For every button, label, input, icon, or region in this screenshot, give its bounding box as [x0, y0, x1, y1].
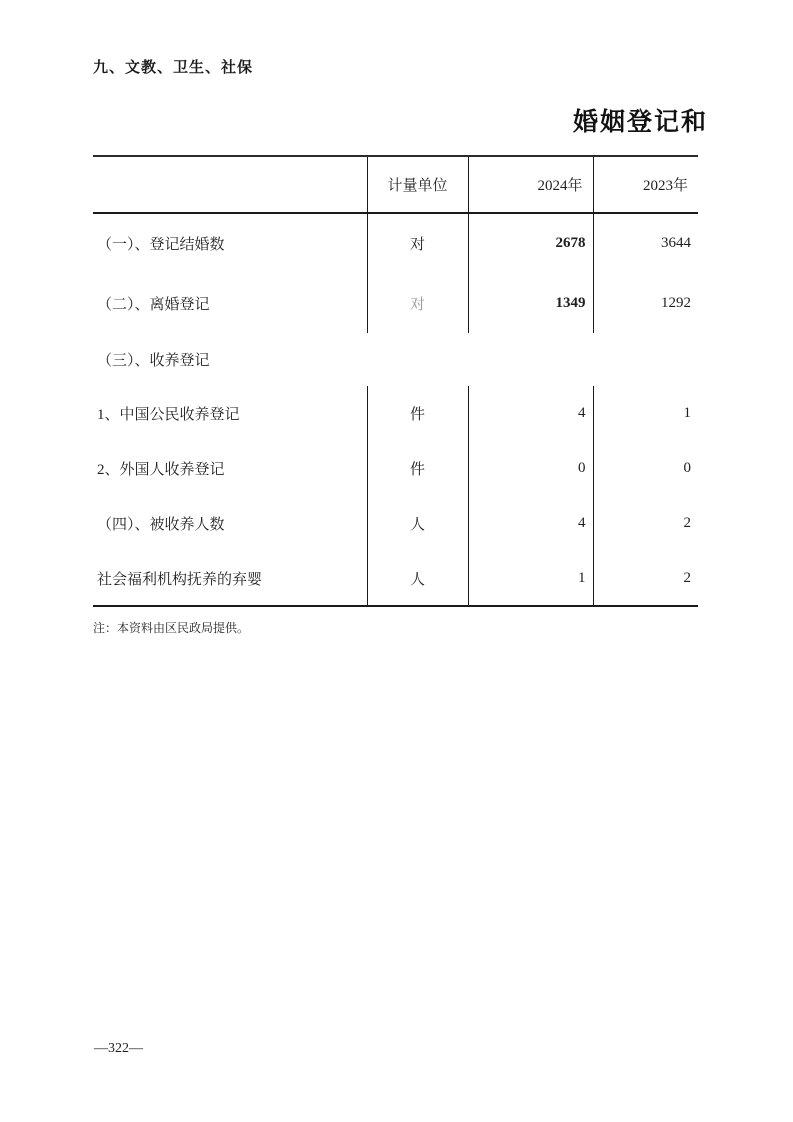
value-2024-cell: 4: [468, 496, 593, 551]
table-row-registered-marriages: [93, 213, 698, 273]
table-row-foreigner-adoption: [93, 441, 698, 496]
header-2024-cell: 2024年: [468, 156, 593, 213]
unit-cell: 件: [367, 386, 468, 441]
value-2024-cell: 4: [468, 386, 593, 441]
value-2023-cell: 0: [593, 441, 698, 496]
value-2024-cell: 2678: [468, 213, 593, 273]
unit-cell: 人: [367, 551, 468, 606]
row-label-cell: （一）、登记结婚数: [97, 237, 225, 253]
row-label-cell: （四）、被收养人数: [97, 517, 225, 533]
header-empty-cell: [93, 156, 367, 213]
value-2023-cell: 1292: [593, 273, 698, 333]
table-row-welfare-abandoned-infants: [93, 551, 698, 606]
table-row-divorce-registration: [93, 273, 698, 333]
unit-cell: 对: [367, 213, 468, 273]
statistics-table: [93, 155, 698, 607]
row-label-cell: （三）、收养登记: [97, 353, 210, 369]
row-label-cell: 1、中国公民收养登记: [97, 407, 240, 423]
row-label-cell: （二）、离婚登记: [97, 296, 210, 313]
row-label-cell: 2、外国人收养登记: [97, 462, 225, 478]
unit-cell: 人: [367, 496, 468, 551]
value-2024-cell: 1349: [468, 273, 593, 333]
page-number: —322—: [94, 1041, 143, 1056]
header-unit-cell: 计量单位: [367, 156, 468, 213]
section-header: 九、文教、卫生、社保: [93, 59, 254, 76]
table-header-row: [93, 156, 698, 213]
value-2023-cell: 2: [593, 496, 698, 551]
table-row-adoption-registration-group: [93, 333, 698, 386]
header-2023-cell: 2023年: [593, 156, 698, 213]
value-2024-cell: 1: [468, 551, 593, 606]
value-2023-cell: 2: [593, 551, 698, 606]
unit-cell: 对: [367, 273, 468, 333]
unit-cell: 件: [367, 441, 468, 496]
value-2023-cell: 1: [593, 386, 698, 441]
value-2023-cell: 3644: [593, 213, 698, 273]
table-title: 婚姻登记和: [572, 109, 708, 136]
row-label-cell: 社会福利机构抚养的弃婴: [97, 571, 263, 588]
table-note: 注：本资料由区民政局提供。: [93, 621, 250, 635]
value-2024-cell: 0: [468, 441, 593, 496]
table-row-chinese-citizen-adoption: [93, 386, 698, 441]
table-row-adoptees-count: [93, 496, 698, 551]
